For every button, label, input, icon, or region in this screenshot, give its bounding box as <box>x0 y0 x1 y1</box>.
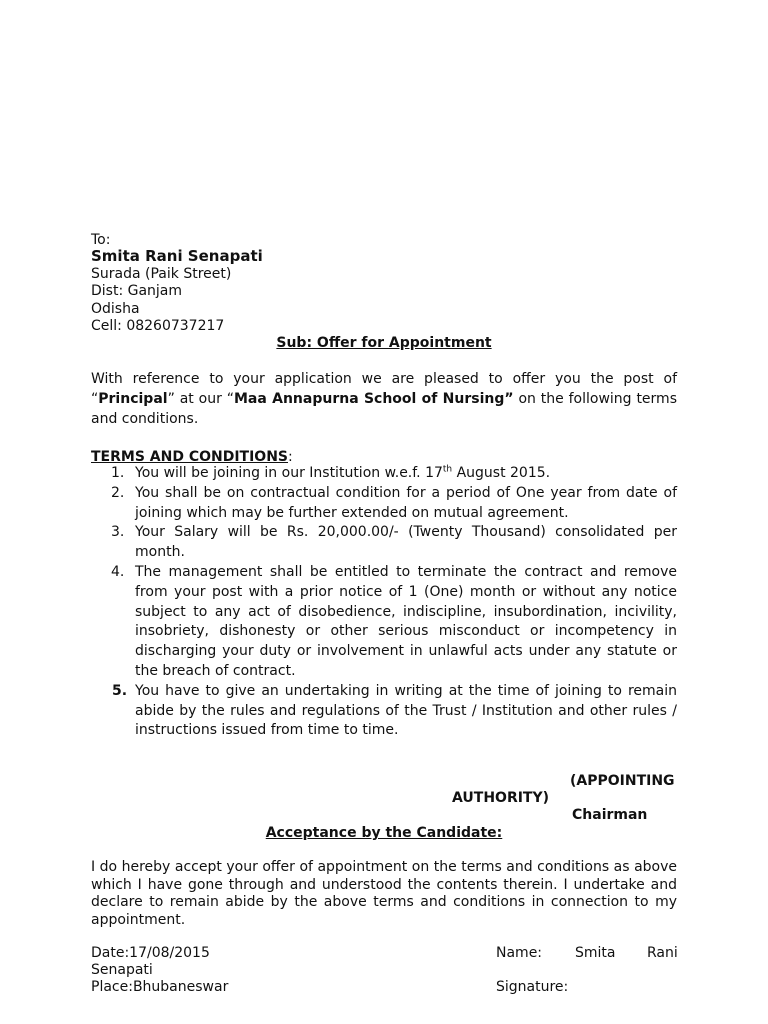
terms-heading-suffix: : <box>288 449 293 465</box>
intro-paragraph <box>91 369 677 429</box>
intro-text: on the following terms and conditions. <box>91 391 677 427</box>
terms-heading-text: TERMS AND CONDITIONS <box>91 449 289 465</box>
list-item-number: 4. <box>111 563 125 580</box>
name-value-first: Smita <box>575 945 616 961</box>
list-item-text: You shall be on contractual condition for a period of One year from date of joining which may be further extended on mutual agreement. <box>135 484 677 521</box>
list-item <box>91 464 677 484</box>
name-value-last: Senapati <box>91 962 153 978</box>
list-item-text: August 2015. <box>452 465 551 481</box>
intro-text: ” at our “ <box>167 391 234 407</box>
intro-text: With reference to your application we are pleased to offer you the post of “ <box>91 371 677 407</box>
list-item <box>91 563 677 682</box>
terms-list <box>91 464 677 741</box>
list-item-number: 2. <box>111 484 125 501</box>
list-item-number: 3. <box>111 524 125 541</box>
post-title: Principal <box>98 391 168 407</box>
list-item-text: You will be joining in our Institution w.e.f. 17 <box>135 465 443 481</box>
subject-line: Sub: Offer for Appointment <box>276 335 492 351</box>
to-label: To: <box>91 232 111 248</box>
list-item <box>91 682 677 741</box>
address-line: Surada (Paik Street) <box>91 266 232 282</box>
list-item-text: The management shall be entitled to terminate the contract and remove from your post with a prior notice of 1 (One) month or without any notice subject to any act of disobedience, indiscipline, insubordination, incivility, insobriety, dishonesty or other serious misconduct or incompetency in discharging your duty or involvement in unlawful acts under any statute or the breach of contract. <box>135 563 677 679</box>
authority-line-1: (APPOINTING <box>570 773 675 789</box>
list-item-text: You have to give an undertaking in writing at the time of joining to remain abide by the rules and regulations of the Trust / Institution and other rules / instructions issued from time to time. <box>135 682 677 739</box>
list-item-text: Your Salary will be Rs. 20,000.00/- (Twenty Thousand) consolidated per month. <box>135 524 677 561</box>
list-item <box>91 523 677 563</box>
list-item-number: 5. <box>112 682 128 699</box>
authority-line-2: AUTHORITY) <box>452 790 550 806</box>
address-line: Cell: 08260737217 <box>91 318 225 334</box>
address-line: Odisha <box>91 301 140 317</box>
list-item-number: 1. <box>111 465 125 481</box>
list-item <box>91 484 677 524</box>
address-line: Dist: Ganjam <box>91 283 183 299</box>
date-field: Date:17/08/2015 <box>91 945 210 961</box>
authority-title: Chairman <box>572 807 648 823</box>
signature-label: Signature: <box>496 979 569 995</box>
superscript: th <box>442 464 453 475</box>
school-name: Maa Annapurna School of Nursing” <box>233 391 514 407</box>
acceptance-heading: Acceptance by the Candidate: <box>265 825 503 841</box>
acceptance-paragraph: I do hereby accept your offer of appointment on the terms and conditions as above which I have gone through and understood the contents therein. I undertake and declare to remain abide by the above terms and conditions in connection to my appointment. <box>91 859 677 928</box>
place-field: Place:Bhubaneswar <box>91 979 229 995</box>
name-value-middle: Rani <box>647 945 678 961</box>
recipient-name: Smita Rani Senapati <box>91 247 263 265</box>
name-label: Name: <box>496 945 543 961</box>
